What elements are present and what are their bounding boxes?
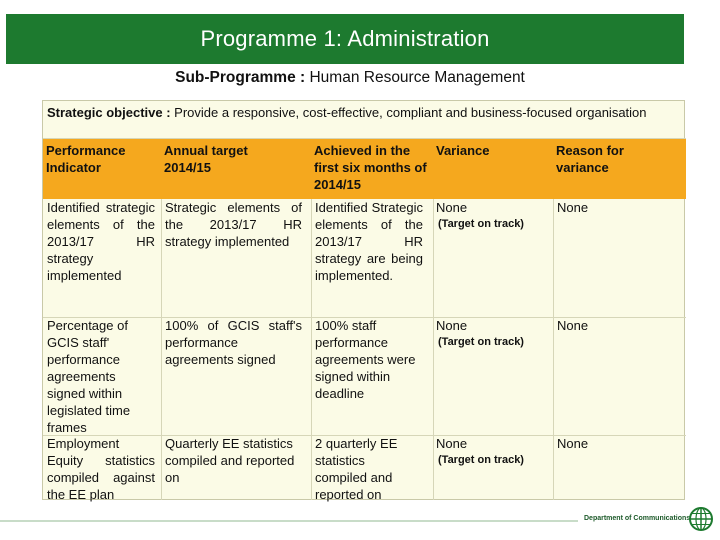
title-bar	[6, 14, 684, 64]
strategic-objective	[43, 101, 686, 139]
globe-logo-icon	[688, 506, 714, 532]
row3-target: Quarterly EE statistics compiled and reported on	[165, 436, 295, 485]
objective-text: Provide a responsive, cost-effective, compliant and business-focused organisation	[170, 105, 647, 120]
page-title: Programme 1: Administration	[200, 26, 490, 51]
row1-target: Strategic elements of the 2013/17 HR strategy implemented	[165, 200, 302, 249]
row3-indicator: Employment Equity statistics compiled against the EE plan	[47, 436, 155, 502]
subtitle	[0, 69, 700, 87]
objective-label: Strategic objective :	[47, 105, 171, 120]
row2-indicator: Percentage of GCIS staff' performance agreements signed within legislated time frames	[47, 318, 131, 435]
header-target: Annual target 2014/15	[164, 143, 248, 175]
footer-text: Department of Communications	[584, 515, 691, 522]
header-reason: Reason for variance	[556, 143, 624, 175]
table-header	[43, 139, 686, 199]
row1-reason: None	[557, 200, 589, 215]
footer-divider	[0, 520, 578, 522]
row3-variance: None	[436, 436, 468, 451]
subtitle-prefix: Sub-Programme :	[175, 69, 306, 86]
subtitle-text: Human Resource Management	[305, 69, 525, 86]
row1-variance-note: (Target on track)	[438, 218, 524, 230]
column-divider	[311, 199, 312, 500]
performance-table	[42, 100, 685, 500]
row3-achieved: 2 quarterly EE statistics compiled and reported on	[315, 436, 398, 502]
row1-achieved: Identified Strategic elements of the 2013/17 HR strategy are being implemented.	[315, 200, 423, 283]
column-divider	[553, 199, 554, 500]
row3-variance-note: (Target on track)	[438, 454, 524, 466]
row3-reason: None	[557, 436, 589, 451]
header-variance: Variance	[436, 143, 490, 158]
row1-indicator: Identified strategic elements of the 2013/17 HR strategy implemented	[47, 200, 155, 283]
column-divider	[433, 199, 434, 500]
row2-variance-note: (Target on track)	[438, 336, 524, 348]
row2-reason: None	[557, 318, 589, 333]
column-divider	[161, 199, 162, 500]
row2-achieved: 100% staff performance agreements were signed within deadline	[315, 318, 416, 401]
row1-variance: None	[436, 200, 468, 215]
header-achieved: Achieved in the first six months of 2014/15	[314, 143, 427, 192]
row2-variance: None	[436, 318, 468, 333]
header-indicator: Performance Indicator	[46, 143, 126, 175]
row2-target: 100% of GCIS staff's performance agreements signed	[165, 318, 302, 367]
